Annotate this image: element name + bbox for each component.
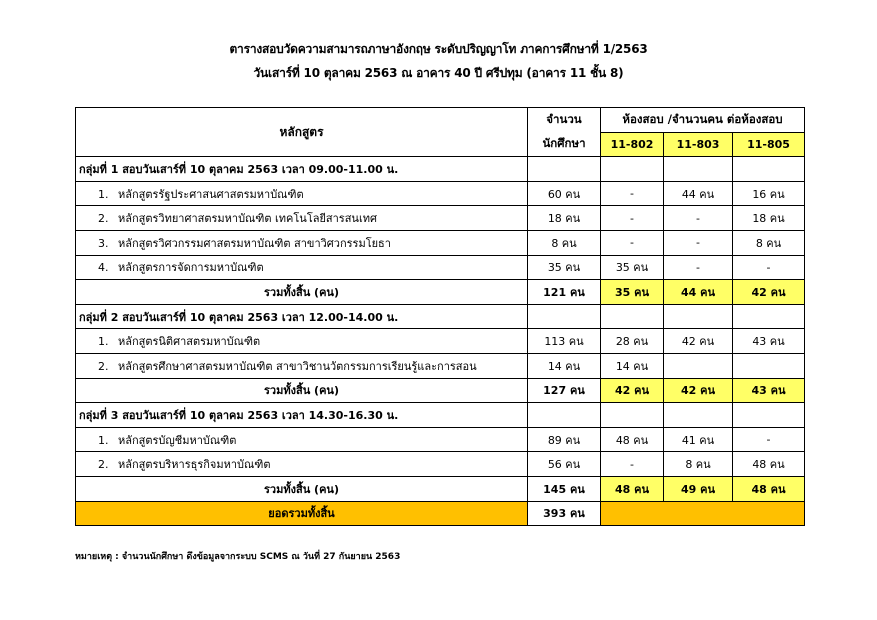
total-count: 127 คน <box>528 378 601 403</box>
student-count: 113 คน <box>528 329 601 354</box>
student-count: 56 คน <box>528 452 601 477</box>
student-count: 60 คน <box>528 181 601 206</box>
course-cell <box>76 230 528 255</box>
total-count: 145 คน <box>528 476 601 501</box>
course-cell <box>76 181 528 206</box>
footnote: หมายเหตุ : จำนวนนักศึกษา ดึงข้อมูลจากระบบ SCMS ณ วันที่ 27 กันยายน 2563 <box>75 552 401 562</box>
room-count <box>664 353 733 378</box>
row-number: 2. <box>98 212 109 226</box>
course-cell <box>76 329 528 354</box>
header-room-1: 11-802 <box>601 132 664 157</box>
page-subtitle: วันเสาร์ที่ 10 ตุลาคม 2563 ณ อาคาร 40 ปี ศรีปทุม (อาคาร 11 ชั้น 8) <box>253 66 624 80</box>
table-row <box>76 181 805 206</box>
total-row <box>76 476 805 501</box>
room-count: - <box>601 181 664 206</box>
student-count: 8 คน <box>528 230 601 255</box>
room-count: - <box>664 230 733 255</box>
page-title: ตารางสอบวัดความสามารถภาษาอังกฤษ ระดับปริญญาโท ภาคการศึกษาที่ 1/2563 <box>229 42 648 56</box>
room-total: 48 คน <box>733 476 805 501</box>
exam-schedule-table <box>75 107 805 526</box>
room-total: 44 คน <box>664 280 733 305</box>
room-count <box>733 353 805 378</box>
room-count: - <box>733 427 805 452</box>
grand-total-row <box>76 501 805 526</box>
course-cell <box>76 206 528 231</box>
group-title: กลุ่มที่ 2 สอบวันเสาร์ที่ 10 ตุลาคม 2563 เวลา 12.00-14.00 น. <box>76 304 528 329</box>
room-count: 8 คน <box>733 230 805 255</box>
room-count: 42 คน <box>664 329 733 354</box>
total-row <box>76 280 805 305</box>
course-name: หลักสูตรบัญชีมหาบัณฑิต <box>118 433 237 447</box>
room-count: 35 คน <box>601 255 664 280</box>
room-total: 35 คน <box>601 280 664 305</box>
grand-total-label: ยอดรวมทั้งสิ้น <box>76 501 528 526</box>
room-count: - <box>601 452 664 477</box>
table-row <box>76 230 805 255</box>
room-count: 43 คน <box>733 329 805 354</box>
group-title: กลุ่มที่ 3 สอบวันเสาร์ที่ 10 ตุลาคม 2563 เวลา 14.30-16.30 น. <box>76 403 528 428</box>
room-count: 48 คน <box>733 452 805 477</box>
student-count: 14 คน <box>528 353 601 378</box>
total-row <box>76 378 805 403</box>
total-label: รวมทั้งสิ้น (คน) <box>76 476 528 501</box>
course-cell <box>76 452 528 477</box>
header-count-line2: นักศึกษา <box>528 132 601 157</box>
header-room-2: 11-803 <box>664 132 733 157</box>
room-total: 42 คน <box>664 378 733 403</box>
course-cell <box>76 353 528 378</box>
header-room-3: 11-805 <box>733 132 805 157</box>
grand-total-count: 393 คน <box>528 501 601 526</box>
room-count: 28 คน <box>601 329 664 354</box>
course-name: หลักสูตรรัฐประศาสนศาสตรมหาบัณฑิต <box>118 187 304 201</box>
total-label: รวมทั้งสิ้น (คน) <box>76 378 528 403</box>
room-count: - <box>601 206 664 231</box>
room-count: 41 คน <box>664 427 733 452</box>
course-name: หลักสูตรนิติศาสตรมหาบัณฑิต <box>118 335 261 349</box>
group-header-row <box>76 157 805 182</box>
course-name: หลักสูตรศึกษาศาสตรมหาบัณฑิต สาขาวิชานวัตกรรมการเรียนรู้และการสอน <box>118 359 477 373</box>
room-count: 16 คน <box>733 181 805 206</box>
row-number: 3. <box>98 236 109 250</box>
room-count: 14 คน <box>601 353 664 378</box>
group-header-row <box>76 304 805 329</box>
student-count: 18 คน <box>528 206 601 231</box>
course-name: หลักสูตรบริหารธุรกิจมหาบัณฑิต <box>118 458 271 472</box>
header-count-line1: จำนวน <box>528 108 601 133</box>
row-number: 2. <box>98 359 109 373</box>
room-total: 42 คน <box>733 280 805 305</box>
room-count: - <box>664 206 733 231</box>
header-row <box>76 108 805 133</box>
course-name: หลักสูตรวิศวกรรมศาสตรมหาบัณฑิต สาขาวิศวกรรมโยธา <box>118 236 391 250</box>
row-number: 1. <box>98 335 109 349</box>
room-count: 8 คน <box>664 452 733 477</box>
room-count: - <box>733 255 805 280</box>
header-course: หลักสูตร <box>76 108 528 157</box>
table-row <box>76 353 805 378</box>
row-number: 4. <box>98 261 109 275</box>
grand-total-fill <box>601 501 805 526</box>
room-count: 44 คน <box>664 181 733 206</box>
room-count: 48 คน <box>601 427 664 452</box>
row-number: 1. <box>98 433 109 447</box>
total-label: รวมทั้งสิ้น (คน) <box>76 280 528 305</box>
room-total: 48 คน <box>601 476 664 501</box>
row-number: 1. <box>98 187 109 201</box>
student-count: 35 คน <box>528 255 601 280</box>
table-row <box>76 206 805 231</box>
table-row <box>76 329 805 354</box>
group-title: กลุ่มที่ 1 สอบวันเสาร์ที่ 10 ตุลาคม 2563 เวลา 09.00-11.00 น. <box>76 157 528 182</box>
table-row <box>76 255 805 280</box>
room-count: - <box>664 255 733 280</box>
room-total: 42 คน <box>601 378 664 403</box>
student-count: 89 คน <box>528 427 601 452</box>
course-name: หลักสูตรการจัดการมหาบัณฑิต <box>118 261 264 275</box>
row-number: 2. <box>98 458 109 472</box>
header-rooms-title: ห้องสอบ /จำนวนคน ต่อห้องสอบ <box>601 108 805 133</box>
course-name: หลักสูตรวิทยาศาสตรมหาบัณฑิต เทคโนโลยีสารสนเทศ <box>118 212 377 226</box>
room-count: 18 คน <box>733 206 805 231</box>
table-row <box>76 452 805 477</box>
course-cell <box>76 427 528 452</box>
group-header-row <box>76 403 805 428</box>
table-row <box>76 427 805 452</box>
room-count: - <box>601 230 664 255</box>
course-cell <box>76 255 528 280</box>
room-total: 49 คน <box>664 476 733 501</box>
room-total: 43 คน <box>733 378 805 403</box>
total-count: 121 คน <box>528 280 601 305</box>
